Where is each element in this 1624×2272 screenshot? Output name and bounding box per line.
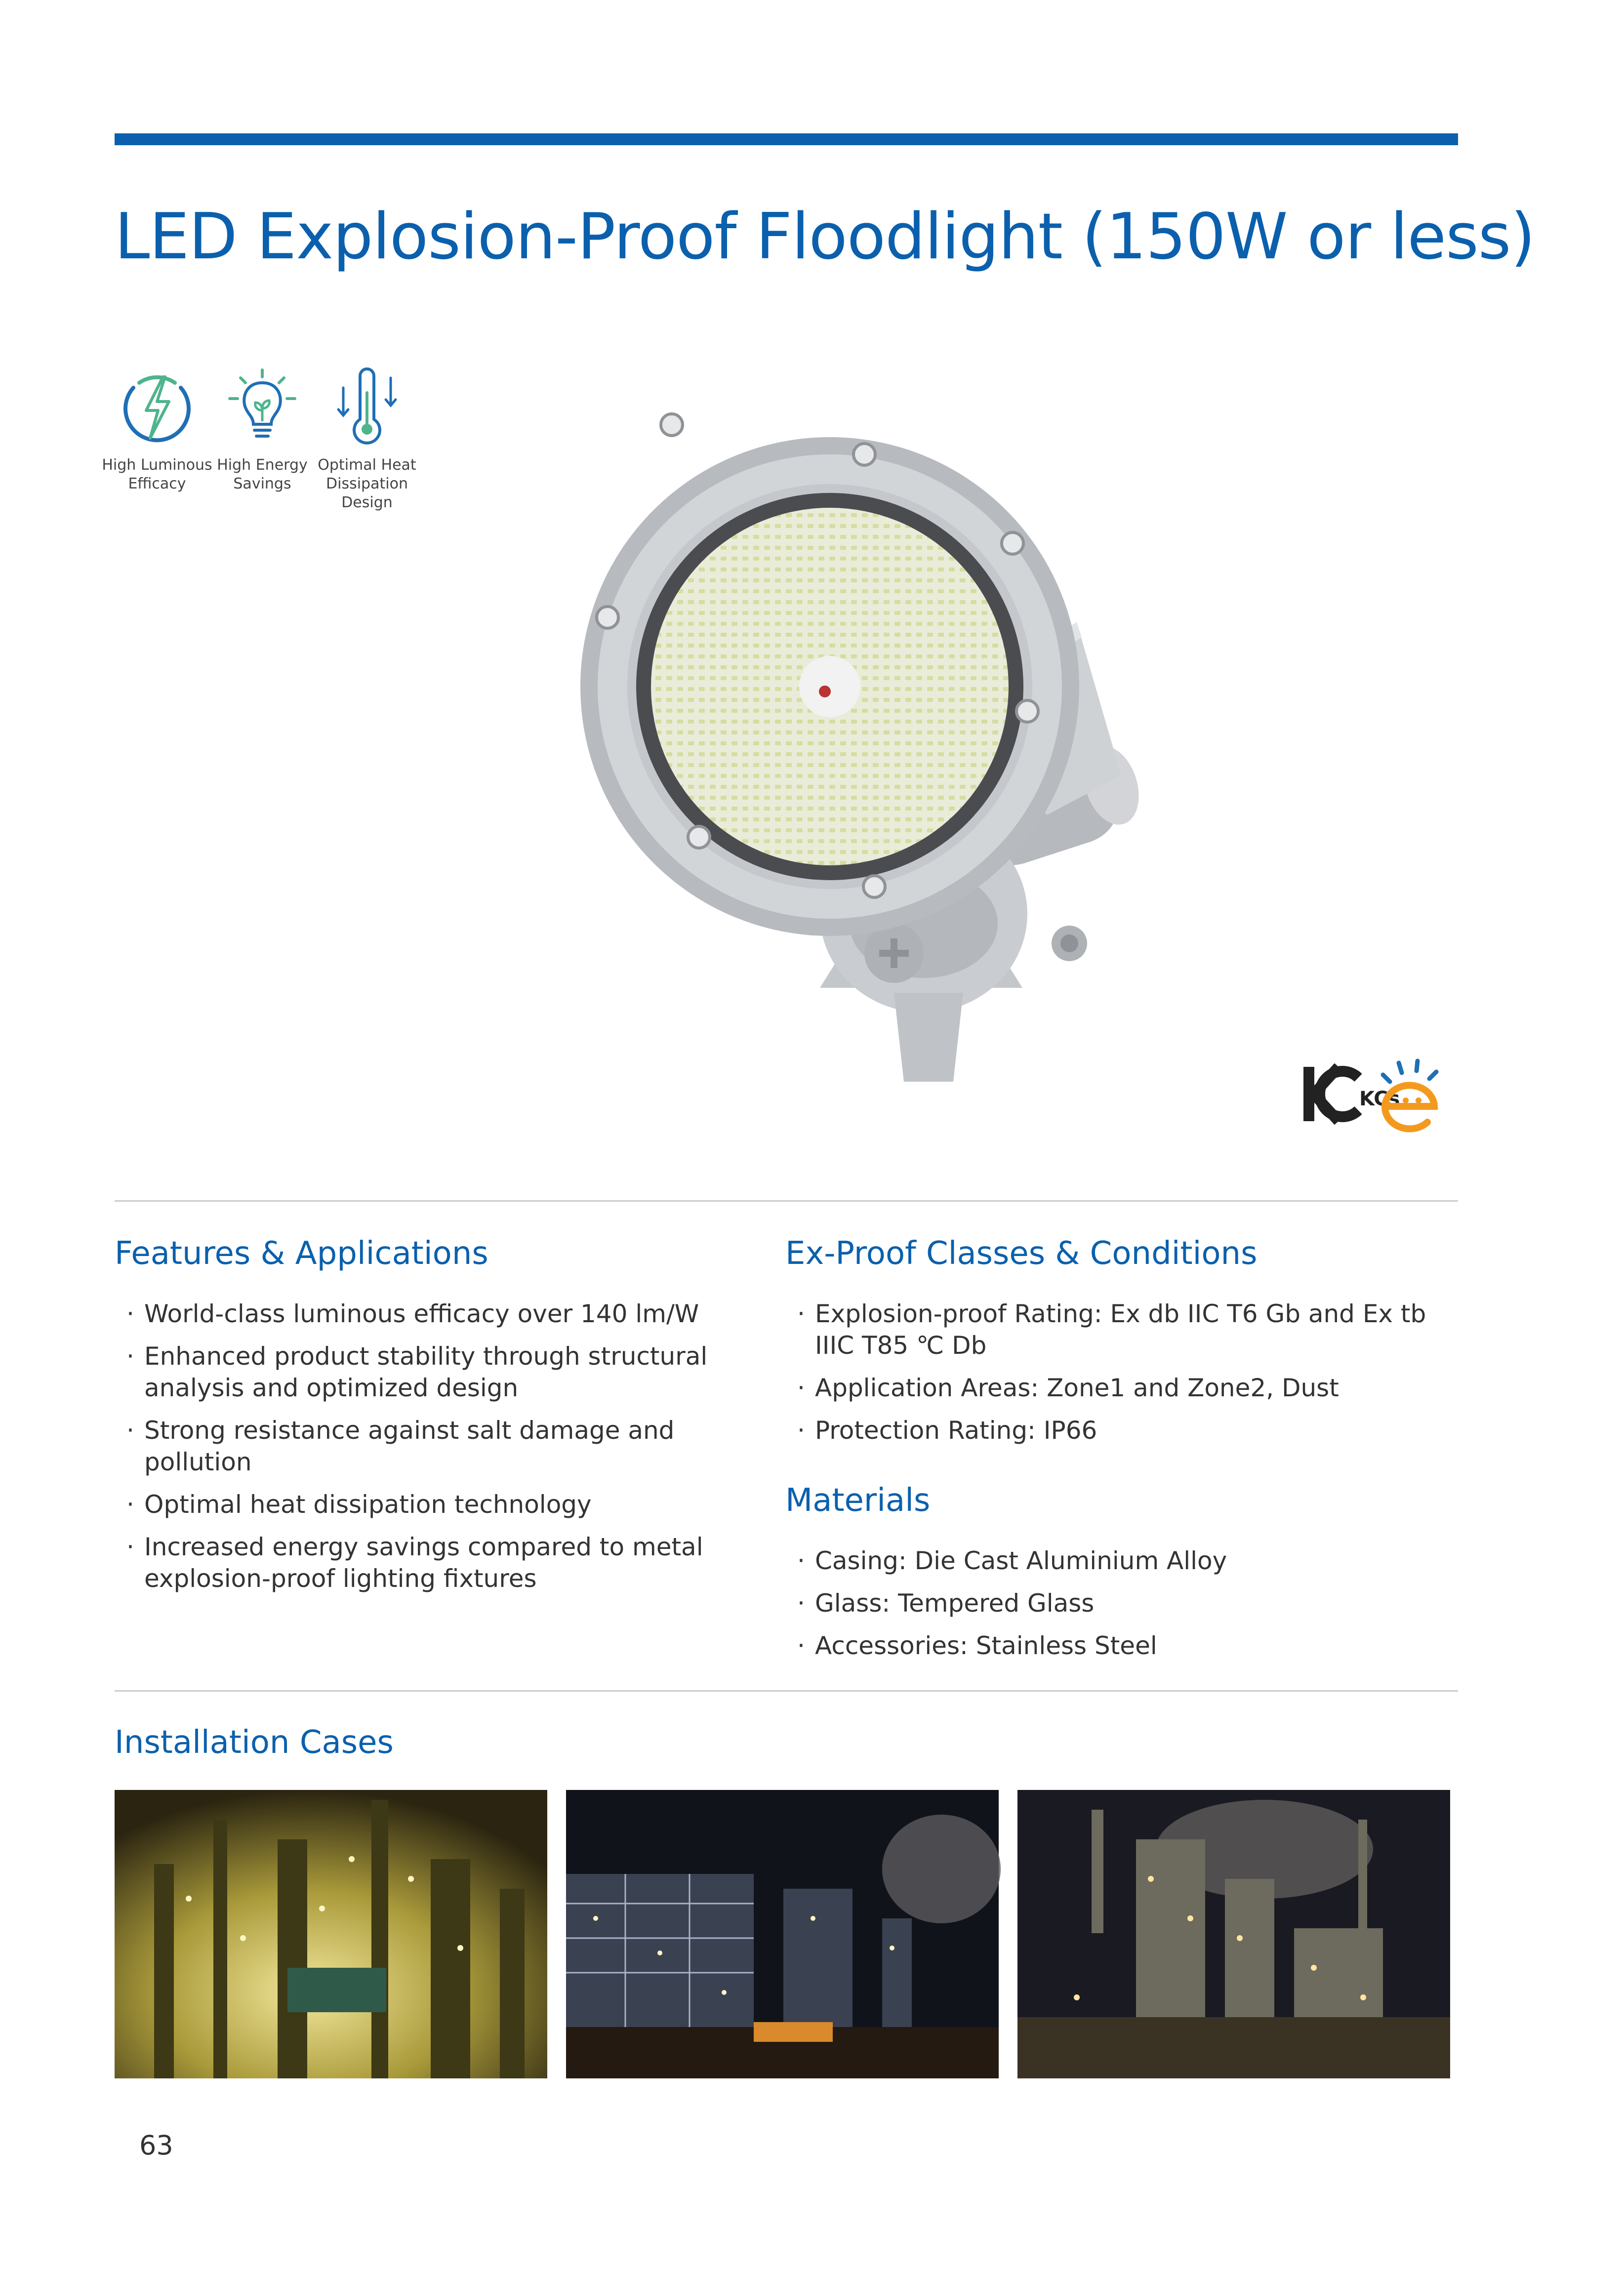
e-certification-mark <box>1373 1052 1447 1138</box>
list-item: · Glass: Tempered Glass <box>785 1587 1447 1619</box>
lightbulb-icon <box>223 368 302 447</box>
thermometer-icon <box>327 368 406 447</box>
list-item: · Optimal heat dissipation technology <box>115 1489 776 1520</box>
page-number: 63 <box>139 2130 173 2161</box>
feature-label: Optimal Heat Dissipation Design <box>318 456 416 511</box>
features-list <box>115 1298 776 1605</box>
kcs-certification-mark <box>1299 1057 1400 1133</box>
materials-heading: Materials <box>785 1482 931 1519</box>
features-heading: Features & Applications <box>115 1235 488 1272</box>
page-title: LED Explosion-Proof Floodlight (150W or less) <box>115 200 1535 274</box>
lightning-icon <box>118 368 197 447</box>
exproof-heading: Ex-Proof Classes & Conditions <box>785 1235 1258 1272</box>
top-rule <box>115 133 1458 145</box>
list-item: · Strong resistance against salt damage and pollution <box>115 1415 776 1478</box>
section-divider <box>115 1690 1458 1692</box>
materials-list <box>785 1545 1447 1672</box>
feature-luminous-efficacy <box>100 368 214 493</box>
installation-heading: Installation Cases <box>115 1724 394 1761</box>
feature-energy-savings <box>205 368 319 493</box>
list-item: · Casing: Die Cast Aluminium Alloy <box>785 1545 1447 1577</box>
installation-photo-2 <box>566 1790 999 2078</box>
feature-heat-dissipation <box>310 368 424 512</box>
list-item: · Enhanced product stability through structural analysis and optimized design <box>115 1340 776 1404</box>
list-item: · World-class luminous efficacy over 140 lm/W <box>115 1298 776 1330</box>
installation-photo-1 <box>115 1790 547 2078</box>
list-item: · Accessories: Stainless Steel <box>785 1630 1447 1662</box>
kcs-text: KCs <box>1359 1088 1400 1110</box>
product-image <box>588 390 1259 1094</box>
list-item: · Application Areas: Zone1 and Zone2, Dust <box>785 1372 1447 1404</box>
list-item: · Explosion-proof Rating: Ex db IIC T6 Gb and Ex tb IIIC T85 ℃ Db <box>785 1298 1447 1361</box>
feature-label: High Luminous Efficacy <box>102 456 212 492</box>
installation-photo-3 <box>1017 1790 1450 2078</box>
section-divider <box>115 1200 1458 1202</box>
feature-label: High Energy Savings <box>217 456 308 492</box>
exproof-list <box>785 1298 1447 1457</box>
list-item: · Increased energy savings compared to metal explosion-proof lighting fixtures <box>115 1531 776 1594</box>
list-item: · Protection Rating: IP66 <box>785 1415 1447 1446</box>
